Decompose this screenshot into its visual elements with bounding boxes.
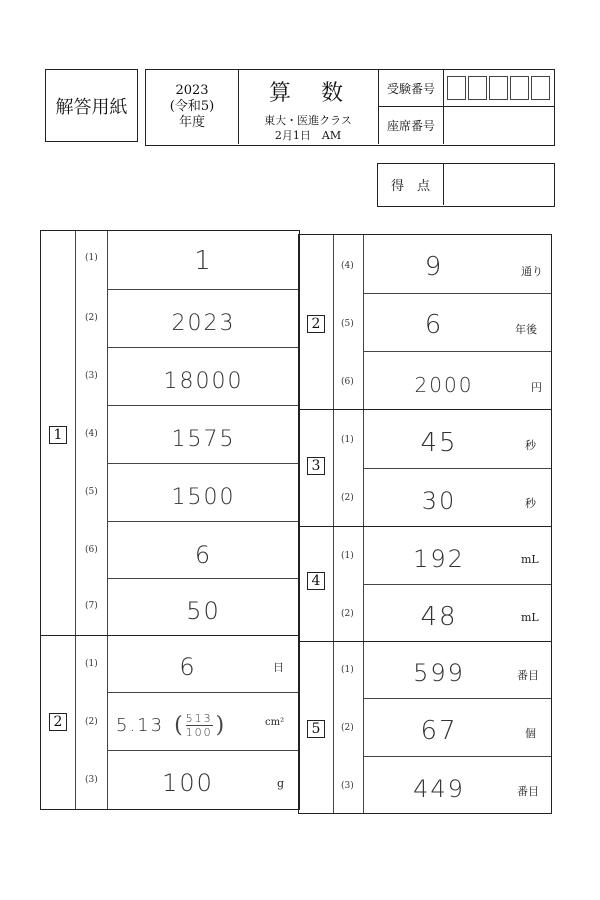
item-number: (1) xyxy=(341,551,354,561)
row-divider xyxy=(363,698,551,699)
item-number: (1) xyxy=(85,253,98,263)
row-divider xyxy=(107,750,299,751)
score-field[interactable] xyxy=(444,164,553,205)
item-number: (4) xyxy=(341,261,354,271)
answer-q2-6[interactable]: 2000 xyxy=(414,373,474,397)
unit-label: 円 xyxy=(531,381,542,394)
unit-label: 番目 xyxy=(517,785,539,798)
exam-digit-box[interactable] xyxy=(531,76,550,100)
answer-q2-2[interactable] xyxy=(116,703,266,747)
answer-q3-2[interactable]: 30 xyxy=(421,487,457,515)
item-number: (2) xyxy=(341,493,354,503)
unit-label: g xyxy=(277,777,285,790)
year-cell xyxy=(146,70,239,144)
answer-q5-2[interactable]: 67 xyxy=(420,716,458,746)
class-name: 東大・医進クラス xyxy=(264,114,352,127)
item-number: (4) xyxy=(85,429,98,439)
item-number: (2) xyxy=(341,723,354,733)
answer-q2-3[interactable]: 100 xyxy=(162,769,214,797)
sheet-title-box xyxy=(45,69,138,142)
seat-number-field[interactable] xyxy=(445,108,553,143)
item-number: (5) xyxy=(85,487,98,497)
row-divider xyxy=(107,578,299,579)
right-label-divider xyxy=(333,235,334,813)
item-number: (6) xyxy=(341,377,354,387)
answer-q1-2[interactable]: 2023 xyxy=(171,310,236,336)
item-number: (3) xyxy=(85,371,98,381)
item-number: (2) xyxy=(341,609,354,619)
answer-q2-1[interactable]: 6 xyxy=(179,653,197,681)
answer-q1-5[interactable]: 1500 xyxy=(171,484,236,510)
left-label-divider xyxy=(75,231,76,809)
row-divider xyxy=(107,405,299,406)
row-divider xyxy=(363,468,551,469)
unit-label: mL xyxy=(521,611,539,624)
row-divider xyxy=(107,692,299,693)
item-number: (1) xyxy=(85,659,98,669)
exam-digit-box[interactable] xyxy=(447,76,466,100)
section-divider xyxy=(299,409,551,410)
exam-digit-box[interactable] xyxy=(468,76,487,100)
item-number: (6) xyxy=(85,545,98,555)
question-2-label-left: 2 xyxy=(49,713,67,731)
item-number: (3) xyxy=(85,775,98,785)
header-row-divider xyxy=(444,106,554,107)
row-divider xyxy=(363,293,551,294)
answer-q1-3[interactable]: 18000 xyxy=(163,368,244,394)
row-divider xyxy=(107,289,299,290)
unit-label: 通り xyxy=(521,265,543,278)
unit-label: 番目 xyxy=(517,669,539,682)
question-3-label: 3 xyxy=(307,457,325,475)
answer-q2-2-decimal: 5.13 xyxy=(116,714,165,736)
question-5-label: 5 xyxy=(307,720,325,738)
answer-q1-7[interactable]: 50 xyxy=(186,597,221,625)
exam-digit-box[interactable] xyxy=(510,76,529,100)
fraction-denominator: 100 xyxy=(185,725,213,739)
answer-q4-1[interactable]: 192 xyxy=(413,545,465,573)
sheet-title: 解答用紙 xyxy=(55,96,128,118)
exam-number-label: 受験番号 xyxy=(379,70,444,107)
row-divider xyxy=(107,347,299,348)
unit-label: 個 xyxy=(525,727,536,740)
answer-q1-6[interactable]: 6 xyxy=(194,541,213,569)
answer-q4-2[interactable]: 48 xyxy=(420,602,458,632)
unit-label: cm² xyxy=(265,717,285,728)
answer-q1-1[interactable]: 1 xyxy=(194,246,213,276)
question-1-label: 1 xyxy=(49,426,67,444)
item-number: (1) xyxy=(341,665,354,675)
score-box xyxy=(377,163,555,207)
subject-title: 算 数 xyxy=(268,81,347,106)
year-number: 2023 xyxy=(175,83,209,98)
answer-q2-4[interactable]: 9 xyxy=(424,252,444,282)
question-4-label: 4 xyxy=(307,572,325,590)
seat-number-label: 座席番号 xyxy=(379,107,444,144)
row-divider xyxy=(363,351,551,352)
exam-digit-box[interactable] xyxy=(489,76,508,100)
row-divider xyxy=(107,463,299,464)
item-number: (1) xyxy=(341,435,354,445)
answer-q1-4[interactable]: 1575 xyxy=(171,426,236,452)
exam-number-boxes[interactable] xyxy=(447,76,553,100)
fraction-numerator: 513 xyxy=(185,711,213,725)
unit-label: 秒 xyxy=(525,439,536,452)
row-divider xyxy=(363,584,551,585)
exam-date: 2月1日 AM xyxy=(274,129,342,142)
answer-q5-1[interactable]: 599 xyxy=(413,659,465,687)
unit-label: 日 xyxy=(273,661,284,674)
right-answer-panel xyxy=(298,234,552,814)
question-2-label-right: 2 xyxy=(307,315,325,333)
header-info-box xyxy=(145,69,555,146)
section-divider xyxy=(299,641,551,642)
answer-q2-5[interactable]: 6 xyxy=(424,310,444,340)
section-divider xyxy=(299,526,551,527)
score-label: 得 点 xyxy=(378,164,444,205)
row-divider xyxy=(363,756,551,757)
unit-label: 年後 xyxy=(515,323,537,336)
row-divider xyxy=(107,521,299,522)
item-number: (2) xyxy=(85,717,98,727)
year-suffix: 年度 xyxy=(178,115,205,130)
answer-q2-2-fraction: ( $\frac{513}{100}$ ) xyxy=(174,711,225,739)
item-number: (3) xyxy=(341,781,354,791)
item-number: (7) xyxy=(85,601,98,611)
item-number: (2) xyxy=(85,313,98,323)
unit-label: mL xyxy=(521,553,539,566)
unit-label: 秒 xyxy=(525,497,536,510)
subject-cell xyxy=(239,70,379,144)
year-era: (令和5) xyxy=(169,99,215,114)
item-number: (5) xyxy=(341,319,354,329)
left-answer-panel xyxy=(40,230,300,810)
answer-q3-1[interactable]: 45 xyxy=(420,428,458,458)
q1-q2-divider xyxy=(41,635,299,636)
answer-q5-3[interactable]: 449 xyxy=(413,775,465,803)
